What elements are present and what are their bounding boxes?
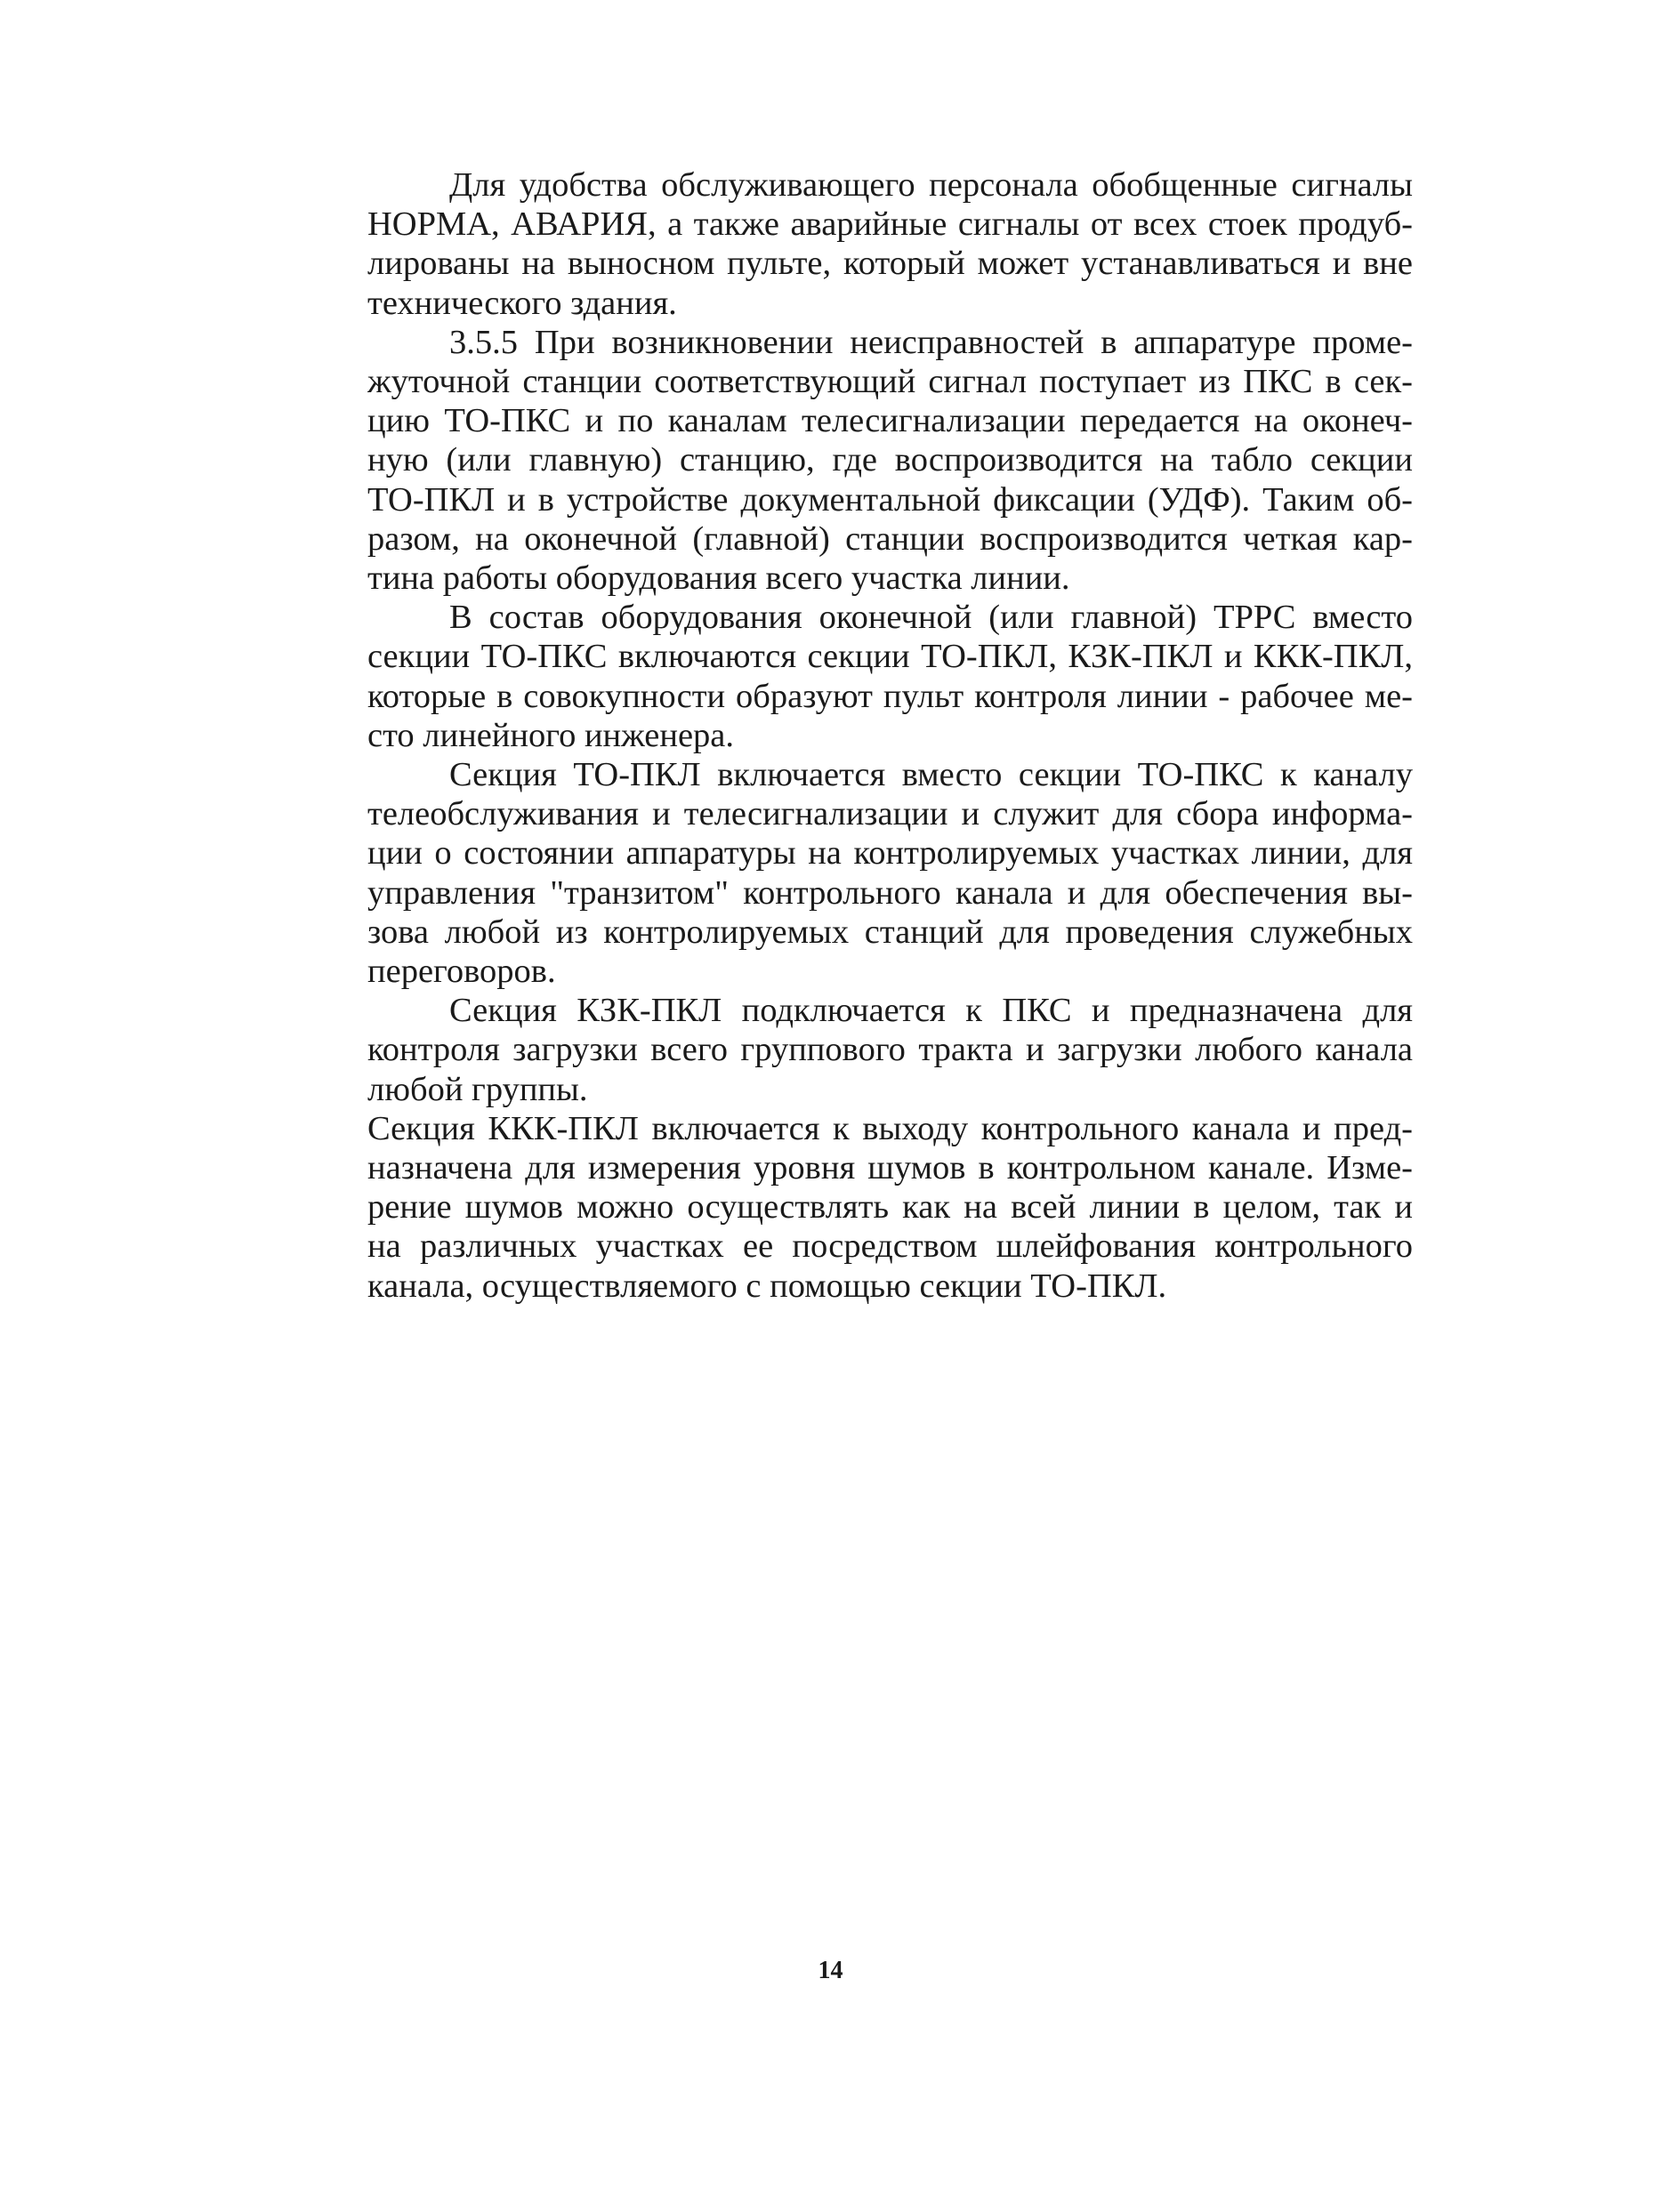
text-line: рение шумов можно осуществлять как на всей линии в целом, так и [367,1188,1413,1227]
paragraph-signals-remote-panel [367,165,1413,323]
text-line: назначена для измерения уровня шумов в контрольном канале. Изме- [367,1149,1413,1187]
paragraph-to-pkl-section [367,755,1413,991]
text-line: сто линейного инженера. [367,716,734,754]
text-line: любой группы. [367,1070,588,1108]
text-line: которые в совокупности образуют пульт контроля линии - рабочее ме- [367,677,1413,715]
text-line: канала, осуществляемого с помощью секции ТО-ПКЛ. [367,1267,1167,1305]
text-line: 3.5.5 При возникновении неисправностей в аппаратуре проме- [449,323,1413,361]
text-line: ную (или главную) станцию, где воспроизводится на табло секции [367,441,1413,479]
text-line: управления "транзитом" контрольного канала и для обеспечения вы- [367,873,1413,912]
text-line: разом, на оконечной (главной) станции воспроизводится четкая кар- [367,519,1413,558]
text-line: ТО-ПКЛ и в устройстве документальной фиксации (УДФ). Таким об- [367,480,1413,519]
text-line: Секция ККК-ПКЛ включается к выходу контрольного канала и пред- [367,1109,1413,1147]
text-line: технического здания. [367,284,677,322]
text-line: телеобслуживания и телесигнализации и служит для сбора информа- [367,795,1413,833]
body-text [367,165,1413,1306]
text-line: на различных участках ее посредством шлейфования контрольного [367,1227,1413,1266]
text-line: лированы на выносном пульте, который может устанавливаться и вне [367,245,1413,283]
paragraph-kzk-pkl-section [367,991,1413,1109]
text-line: жуточной станции соответствующий сигнал поступает из ПКС в сек- [367,363,1413,401]
text-line: Секция ТО-ПКЛ включается вместо секции ТО-ПКС к каналу [449,756,1413,794]
text-line: зова любой из контролируемых станций для проведения служебных [367,913,1413,951]
text-line: секции ТО-ПКС включаются секции ТО-ПКЛ, КЗК-ПКЛ и ККК-ПКЛ, [367,638,1413,676]
paragraph-kkk-pkl-section [367,1109,1413,1306]
paragraph-3-5-5-faults [367,323,1413,598]
text-line: переговоров. [367,953,556,991]
text-line: НОРМА, АВАРИЯ, а также аварийные сигналы от всех стоек продуб- [367,205,1413,244]
text-line: тина работы оборудования всего участка линии. [367,559,1070,598]
page-number: 14 [818,1957,843,1984]
text-line: Секция КЗК-ПКЛ подключается к ПКС и предназначена для [449,992,1413,1030]
text-line: В состав оборудования оконечной (или главной) ТРРС вместо [449,599,1413,637]
text-line: контроля загрузки всего группового тракта и загрузки любого канала [367,1031,1413,1069]
text-line: Для удобства обслуживающего персонала обобщенные сигналы [449,166,1413,204]
text-line: цию ТО-ПКС и по каналам телесигнализации передается на оконеч- [367,402,1413,440]
paragraph-terminal-station-equipment [367,598,1413,755]
text-line: ции о состоянии аппаратуры на контролируемых участках линии, для [367,834,1413,873]
